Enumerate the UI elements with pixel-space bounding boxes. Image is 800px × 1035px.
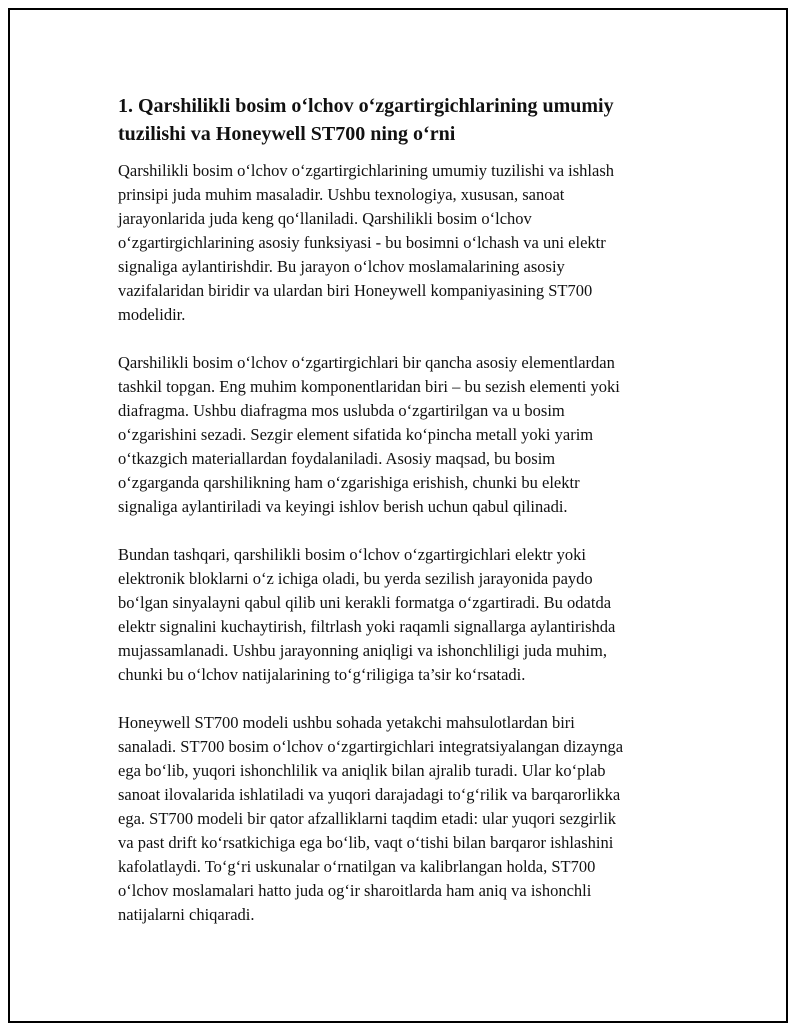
paragraph-1 bbox=[118, 159, 698, 327]
text-line: tashkil topgan. Eng muhim komponentlaridan biri – bu sezish elementi yoki bbox=[118, 377, 620, 396]
text-line: prinsipi juda muhim masaladir. Ushbu texnologiya, xususan, sanoat bbox=[118, 185, 565, 204]
document-body bbox=[118, 92, 698, 951]
text-line: mujassamlanadi. Ushbu jarayonning aniqligi va ishonchliligi juda muhim, bbox=[118, 641, 607, 660]
section-heading bbox=[118, 92, 698, 148]
text-line: signaliga aylantirishdir. Bu jarayon o‘lchov moslamalarining asosiy bbox=[118, 257, 565, 276]
text-line: o‘zgarishini sezadi. Sezgir element sifatida ko‘pincha metall yoki yarim bbox=[118, 425, 594, 444]
text-line: Honeywell ST700 modeli ushbu sohada yetakchi mahsulotlardan biri bbox=[118, 713, 575, 732]
paragraph-3 bbox=[118, 543, 698, 687]
heading-line: tuzilishi va Honeywell ST700 ning o‘rni bbox=[118, 123, 456, 145]
text-line: bo‘lgan sinyalayni qabul qilib uni kerakli formatga o‘zgartiradi. Bu odatda bbox=[118, 593, 612, 612]
text-line: o‘zgartirgichlarining asosiy funksiyasi - bu bosimni o‘lchash va uni elektr bbox=[118, 233, 606, 252]
text-line: elektronik bloklarni o‘z ichiga oladi, bu yerda sezilish jarayonida paydo bbox=[118, 569, 593, 588]
text-line: vazifalaridan biridir va ulardan biri Honeywell kompaniyasining ST700 bbox=[118, 281, 593, 300]
text-line: kafolatlaydi. To‘g‘ri uskunalar o‘rnatilgan va kalibrlangan holda, ST700 bbox=[118, 857, 596, 876]
paragraph-2 bbox=[118, 351, 698, 519]
text-line: elektr signalini kuchaytirish, filtrlash yoki raqamli signallarga aylantirishda bbox=[118, 617, 616, 636]
text-line: signaliga aylantiriladi va keyingi ishlov berish uchun qabul qilinadi. bbox=[118, 497, 568, 516]
text-line: o‘tkazgich materiallardan foydalaniladi. Asosiy maqsad, bu bosim bbox=[118, 449, 556, 468]
text-line: va past drift ko‘rsatkichiga ega bo‘lib, vaqt o‘tishi bilan barqaror ishlashini bbox=[118, 833, 614, 852]
text-line: diafragma. Ushbu diafragma mos uslubda o‘zgartirilgan va u bosim bbox=[118, 401, 565, 420]
text-line: o‘lchov moslamalari hatto juda og‘ir sharoitlarda ham aniq va ishonchli bbox=[118, 881, 592, 900]
text-line: Qarshilikli bosim o‘lchov o‘zgartirgichlari bir qancha asosiy elementlardan bbox=[118, 353, 615, 372]
text-line: natijalarni chiqaradi. bbox=[118, 905, 255, 924]
text-line: Bundan tashqari, qarshilikli bosim o‘lchov o‘zgartirgichlari elektr yoki bbox=[118, 545, 587, 564]
text-line: modelidir. bbox=[118, 305, 186, 324]
text-line: ega bo‘lib, yuqori ishonchlilik va aniqlik bilan ajralib turadi. Ular ko‘plab bbox=[118, 761, 606, 780]
text-line: sanoat ilovalarida ishlatiladi va yuqori darajadagi to‘g‘rilik va barqarorlikka bbox=[118, 785, 621, 804]
heading-line: 1. Qarshilikli bosim o‘lchov o‘zgartirgichlarining umumiy bbox=[118, 95, 614, 117]
text-line: jarayonlarida juda keng qo‘llaniladi. Qarshilikli bosim o‘lchov bbox=[118, 209, 532, 228]
text-line: o‘zgarganda qarshilikning ham o‘zgarishiga erishish, chunki bu elektr bbox=[118, 473, 580, 492]
text-line: chunki bu o‘lchov natijalarining to‘g‘riligiga ta’sir ko‘rsatadi. bbox=[118, 665, 526, 684]
paragraph-4 bbox=[118, 711, 698, 927]
text-line: ega. ST700 modeli bir qator afzalliklarni taqdim etadi: ular yuqori sezgirlik bbox=[118, 809, 617, 828]
text-line: sanaladi. ST700 bosim o‘lchov o‘zgartirgichlari integratsiyalangan dizaynga bbox=[118, 737, 624, 756]
text-line: Qarshilikli bosim o‘lchov o‘zgartirgichlarining umumiy tuzilishi va ishlash bbox=[118, 161, 614, 180]
